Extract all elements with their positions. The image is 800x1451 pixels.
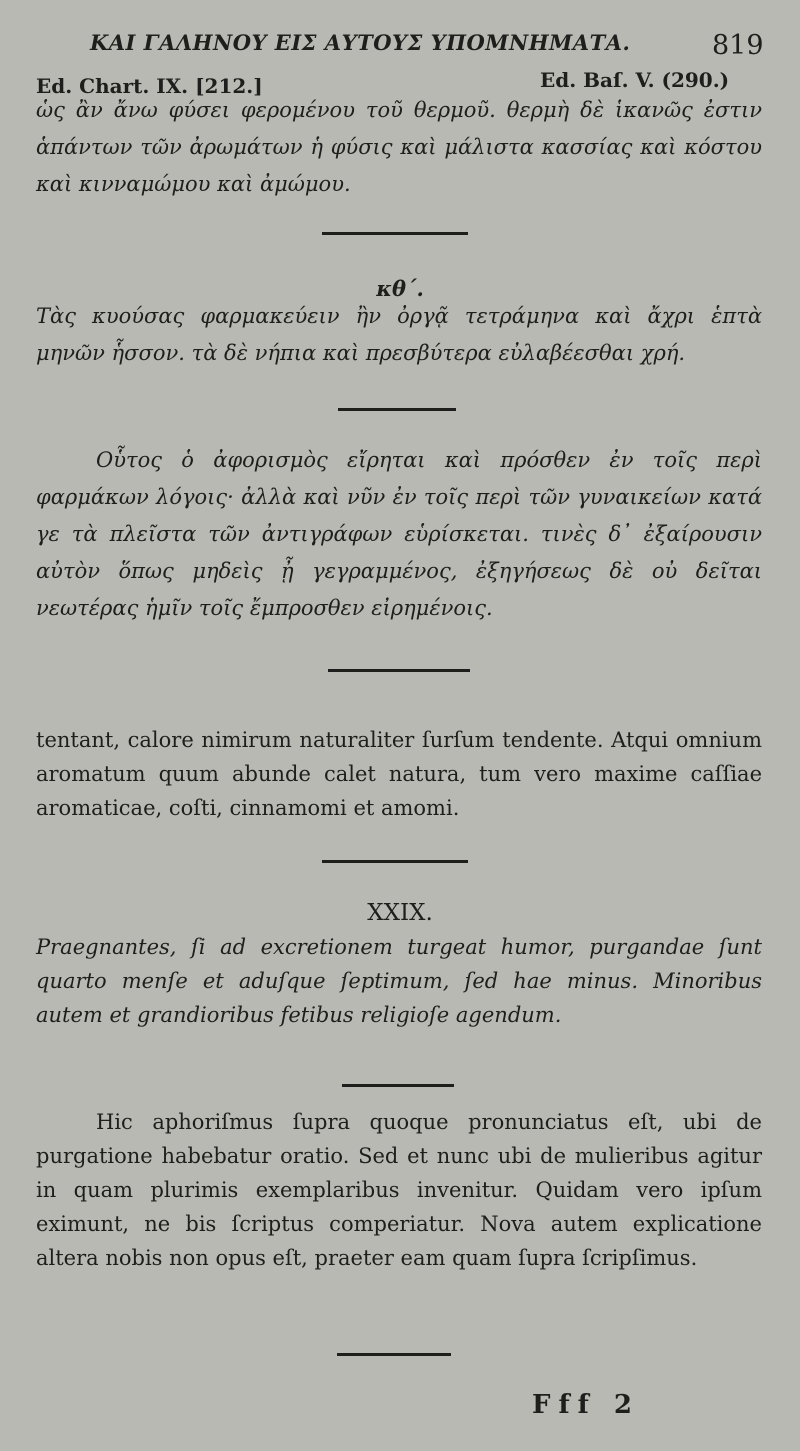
running-title: ΚΑΙ ΓΑΛΗΝΟΥ ΕΙΣ ΑΥΤΟΥΣ ΥΠΟΜΝΗΜΑΤΑ. — [90, 30, 631, 55]
greek-section-number: κθ΄. — [376, 276, 424, 301]
latin-aphorism: Praegnantes, ſi ad excretionem turgeat humor, purgandae ſunt quarto menſe et aduſque ſeptimum, ſed hae minus. Minoribus autem et grandioribus fetibus religioſe agendum. — [36, 935, 762, 1027]
page-number: 819 — [712, 30, 764, 61]
signature-mark: Fff 2 — [532, 1390, 640, 1420]
latin-paragraph-1: tentant, calore nimirum naturaliter ſurſum tendente. Atqui omnium aromatum quum abunde calet natura, tum vero maxime caſſiae aromaticae, coſti, cinnamomi et amomi. — [36, 728, 762, 820]
section-divider-latin — [322, 860, 468, 863]
aphorism-divider-latin — [342, 1084, 454, 1087]
aphorism-divider — [338, 408, 456, 411]
latin-commentary: Hic aphoriſmus ſupra quoque pronunciatus eſt, ubi de purgatione habebatur oratio. Sed et nunc ubi de mulieribus agitur in quam plurimis exemplaribus invenitur. Quidam vero ipſum eximunt, ne bis ſcriptus comperiatur. Nova autem explicatione altera nobis non opus eſt, praeter eam quam ſupra ſcripſimus. — [36, 1110, 762, 1270]
latin-section-number: XXIX. — [367, 900, 433, 926]
section-divider — [322, 232, 468, 235]
greek-commentary: Οὗτος ὁ ἀφορισμὸς εἴρηται καὶ πρόσθεν ἐν τοῖς περὶ φαρμάκων λόγοις· ἀλλὰ καὶ νῦν ἐν τοῖς περὶ τῶν γυναικείων κατά γε τὰ πλεῖστα τῶν ἀντιγράφων εὑρίσκεται. τινὲς δ᾽ ἐξαίρουσιν αὐτὸν ὅπως μηδεὶς ᾖ γεγραμμένος, ἐξηγήσεως δὲ οὐ δεῖται νεωτέρας ἡμῖν τοῖς ἔμπροσθεν εἰρημένοις. — [36, 448, 762, 620]
greek-paragraph-1: ὡς ἂν ἄνω φύσει φερομένου τοῦ θερμοῦ. θερμὴ δὲ ἱκανῶς ἐστιν ἁπάντων τῶν ἀρωμάτων ἡ φύσις καὶ μάλιστα κασσίας καὶ κόστου καὶ κινναμώμου καὶ ἀμώμου. — [36, 98, 762, 196]
edition-chartier-ref: Ed. Chart. IX. [212.] — [36, 74, 263, 98]
end-divider — [337, 1353, 451, 1356]
edition-basel-ref: Ed. Baſ. V. (290.) — [540, 68, 730, 92]
greek-aphorism: Τὰς κυούσας φαρμακεύειν ἢν ὀργᾷ τετράμηνα καὶ ἄχρι ἑπτὰ μηνῶν ἧσσον. τὰ δὲ νήπια καὶ πρεσβύτερα εὐλαβέεσθαι χρή. — [36, 304, 762, 365]
language-divider — [328, 669, 470, 672]
